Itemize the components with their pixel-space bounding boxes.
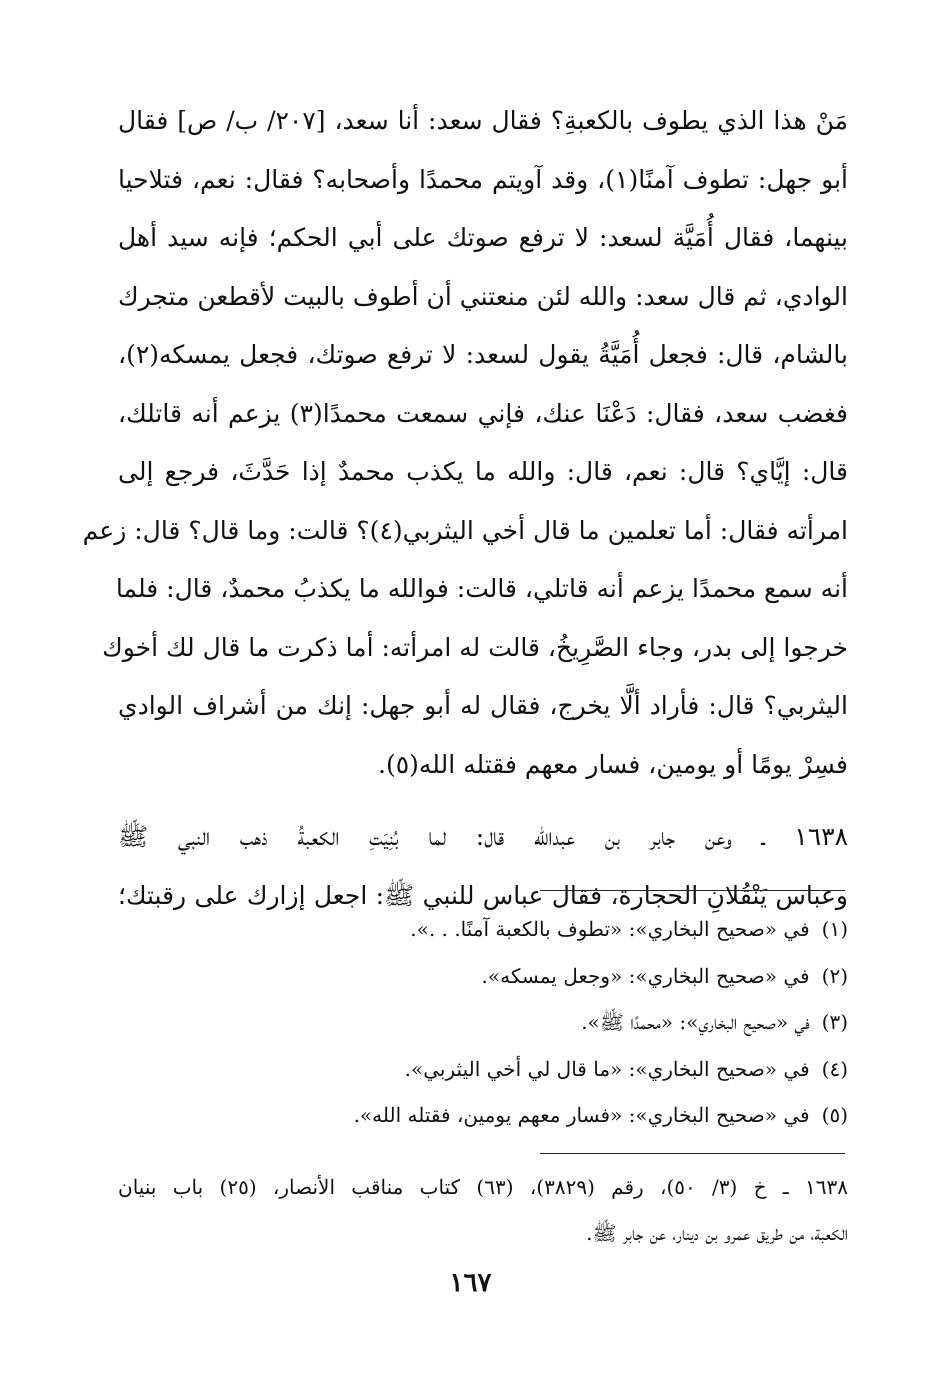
hadith-1638-line: ١٦٣٨ ـ وعن جابر بن عبدالله قال: لما بُنِيَتِ الكعبةُ ذهب النبي ﷺ: [118, 822, 848, 851]
text-line: فسِرْ يومًا أو يومين، فسار معهم فقتله الله(٥).: [378, 749, 848, 779]
footnote-text: في «صحيح البخاري»: «تطوف بالكعبة آمنًا. . .».: [410, 917, 810, 941]
paragraph-gap: [118, 794, 848, 808]
text-line: امرأته فقال: أما تعلمين ما قال أخي اليثربي(٤)؟ قالت: وما قال؟ قال: زعم: [82, 515, 848, 545]
footnote-number: (٥): [821, 1103, 848, 1127]
text-line: اليثربي؟ قال: فأراد ألَّا يخرج، فقال له أبو جهل: إنك من أشراف الوادي: [118, 691, 848, 720]
footnote-text: في «صحيح البخاري»: «فسار معهم يومين، فقتله الله».: [353, 1103, 810, 1127]
footnote-item: [118, 999, 848, 1046]
footnote-text: في «صحيح البخاري»: «وجعل يمسكه».: [481, 963, 810, 988]
text-line: أبو جهل: تطوف آمنًا(١)، وقد آويتم محمدًا وأصحابه؟ فقال: نعم، فتلاحيا: [118, 164, 848, 194]
text-line: مَنْ هذا الذي يطوف بالكعبةِ؟ فقال سعد: أنا سعد، [٢٠٧/ ب/ ص] فقال: [118, 106, 848, 135]
footnote-item: [118, 953, 848, 1000]
hadith-1638-line: وعباس يَنْقُلانِ الحجارة، فقال عباس للنبي ﷺ: اجعل إزارك على رقبتك؛: [118, 880, 848, 910]
source-reference: [118, 1164, 848, 1256]
footnote-text: في «صحيح البخاري»: «ما قال لي أخي اليثربي».: [404, 1056, 810, 1081]
main-text-body: [82, 92, 848, 925]
page-number: ١٦٧: [449, 1268, 492, 1298]
text-line: بينهما، فقال أُمَيَّة لسعد: لا ترفع صوتك على أبي الحكم؛ فإنه سيد أهل: [118, 223, 848, 252]
footnote-item: [118, 1092, 848, 1139]
text-line: أنه سمع محمدًا يزعم أنه قاتلي، قالت: فوالله ما يكذبُ محمدٌ، قال: فلما: [115, 574, 848, 603]
footnote-divider: [540, 890, 845, 891]
footnotes: [118, 906, 848, 1139]
text-line: قال: إيَّاي؟ قال: نعم، قال: والله ما يكذب محمدٌ إذا حَدَّثَ، فرجع إلى: [118, 457, 848, 486]
source-line: ١٦٣٨ ـ خ (٣/ ٥٠)، رقم (٣٨٢٩)، (٦٣) كتاب مناقب الأنصار، (٢٥) باب بنيان: [118, 1175, 848, 1199]
footnote-text: في «صحيح البخاري»: «محمدًا ﷺ».: [581, 1010, 810, 1034]
footnote-number: (٢): [821, 963, 848, 988]
footnote-item: [118, 1046, 848, 1093]
source-line: الكعبة، من طريق عمرو بن دينار، عن جابر ﷺ.: [586, 1221, 848, 1245]
footnote-number: (٤): [821, 1056, 848, 1081]
footnote-number: (٣): [821, 1010, 848, 1034]
text-line: الوادي، ثم قال سعد: والله لئن منعتني أن أطوف بالبيت لأقطعن متجرك: [117, 281, 848, 311]
text-line: بالشام، قال: فجعل أُمَيَّةُ يقول لسعد: لا ترفع صوتك، فجعل يمسكه(٢)،: [118, 340, 848, 369]
text-line: خرجوا إلى بدر، وجاء الصَّرِيخُ، قالت له امرأته: أما ذكرت ما قال لك أخوك: [102, 632, 848, 662]
source-divider: [540, 1153, 845, 1154]
text-line: فغضب سعد، فقال: دَعْنَا عنك، فإني سمعت محمدًا(٣) يزعم أنه قاتلك،: [118, 398, 848, 428]
footnote-item: [118, 906, 848, 953]
footnote-number: (١): [821, 917, 848, 941]
